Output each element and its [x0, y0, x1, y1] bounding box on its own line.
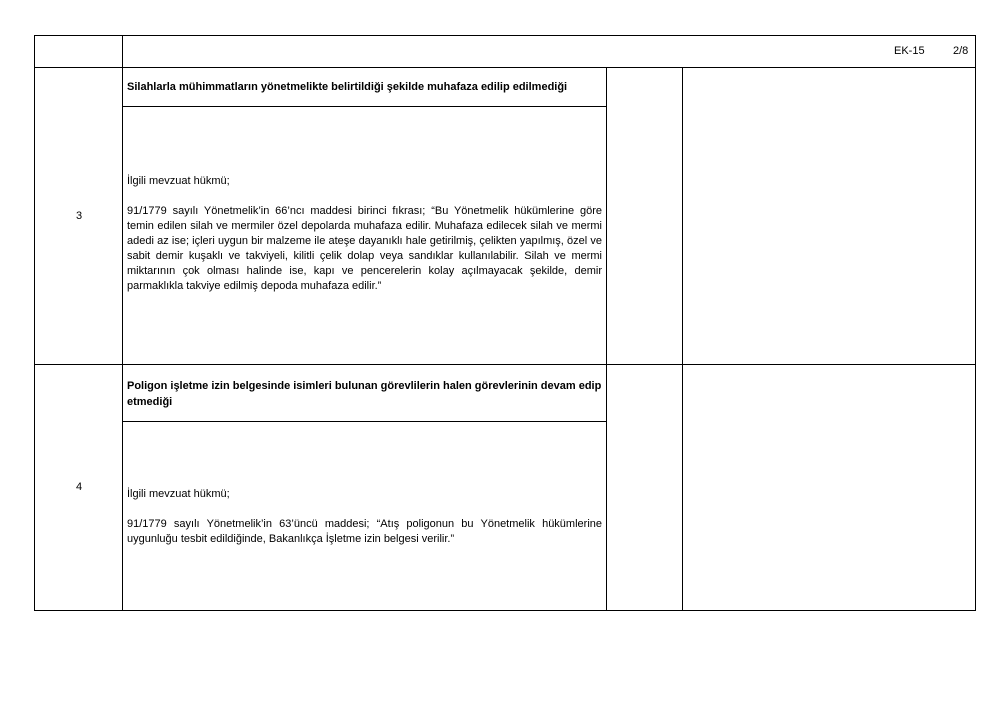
regulation-text: 91/1779 sayılı Yönetmelik’in 63’üncü maddesi; “Atış poligonun bu Yönetmelik hükümlerine uygunluğu tesbit edildiğinde, Bakanlıkça İşletme izin belgesi verilir.” — [127, 518, 602, 545]
row-title: Poligon işletme izin belgesinde isimleri bulunan görevlilerin halen görevlerinin devam edip etmediği — [127, 380, 602, 408]
regulation-block — [127, 487, 602, 547]
header-row-bottom-border — [34, 67, 976, 68]
regulation-intro: İlgili mevzuat hükmü; — [127, 488, 230, 500]
row-number: 4 — [75, 481, 83, 493]
annex-code: EK-15 — [894, 45, 925, 57]
row3-title-divider — [122, 106, 606, 107]
middle-column-divider — [682, 67, 683, 611]
regulation-intro: İlgili mevzuat hükmü; — [127, 175, 230, 187]
content-column-divider — [606, 67, 607, 611]
table-right-border — [975, 35, 976, 611]
regulation-block — [127, 174, 602, 294]
table-top-border — [34, 35, 976, 36]
regulation-text: 91/1779 sayılı Yönetmelik’in 66’ncı maddesi birinci fıkrası; “Bu Yönetmelik hükümlerine göre temin edilen silah ve mermiler özel depolarda muhafaza edilir. Muhafaza edilecek silah ve mermi adedi az ise; içleri uygun bir malzeme ile ateşe dayanıklı hale getirilmiş, çelikten yapılmış, özel ve sabit demir kuşaklı ve takviyeli, kilitli çelik dolap veya sandıklar kullanılabilir. Silah ve mermi miktarının çok olması halinde ise, kapı ve pencerelerin kolay açılmayacak şekilde, demir parmaklıkla takviye edilmiş depoda muhafaza edilir.” — [127, 205, 602, 292]
table-left-border — [34, 35, 35, 611]
table-bottom-border — [34, 610, 976, 611]
row-title: Silahlarla mühimmatların yönetmelikte belirtildiği şekilde muhafaza edilip edilmediği — [127, 81, 568, 93]
row3-bottom-border — [34, 364, 976, 365]
page-number: 2/8 — [953, 45, 969, 57]
number-column-divider — [122, 35, 123, 611]
row-number: 3 — [75, 210, 83, 222]
row4-title-divider — [122, 421, 606, 422]
